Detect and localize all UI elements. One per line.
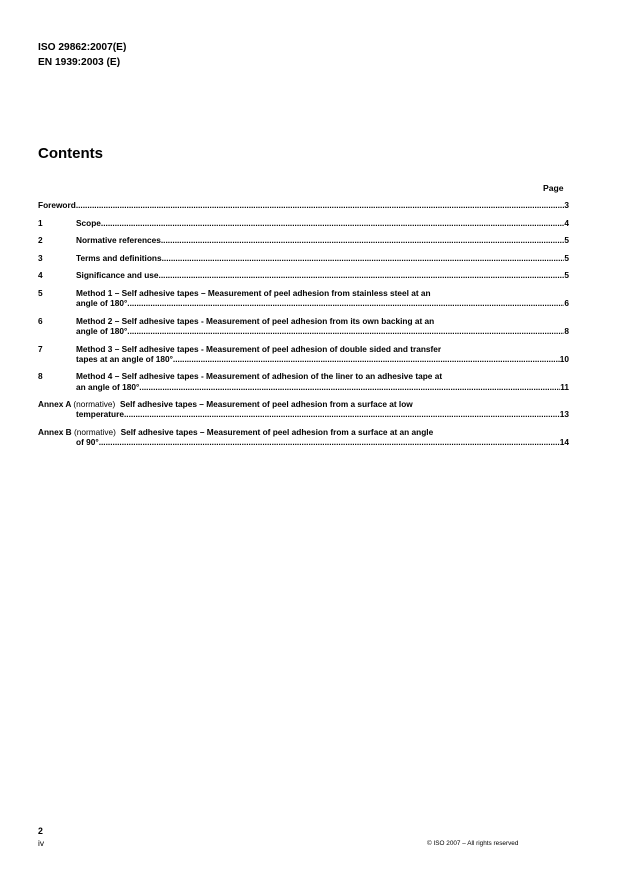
dot-leader xyxy=(159,270,565,280)
annex-kind: (normative) xyxy=(73,426,116,437)
toc-entry-title-line2: an angle of 180° xyxy=(76,381,140,392)
header-standard-iso: ISO 29862:2007(E) xyxy=(38,42,127,53)
dot-leader xyxy=(124,409,560,419)
table-of-contents xyxy=(38,200,569,455)
toc-entry-number: 2 xyxy=(38,235,43,246)
toc-entry-title: Significance and use xyxy=(76,270,159,281)
toc-entry-number: 6 xyxy=(38,315,43,326)
toc-entry-page: 11 xyxy=(560,381,569,392)
toc-entry-annex-b[interactable] xyxy=(38,427,569,447)
document-header xyxy=(38,40,126,70)
toc-entry-title-line2: angle of 180° xyxy=(76,325,128,336)
annex-kind: (normative) xyxy=(73,399,116,410)
toc-entry-page: 3 xyxy=(564,200,569,210)
toc-entry-number: 8 xyxy=(38,371,43,382)
toc-entry-number: 3 xyxy=(38,252,43,263)
toc-entry-page: 4 xyxy=(564,217,569,228)
toc-entry-page: 10 xyxy=(559,353,569,364)
dot-leader xyxy=(139,382,560,392)
toc-entry-page: 5 xyxy=(564,252,569,263)
toc-entry-title: Foreword xyxy=(38,200,76,210)
toc-entry-title-line1: Method 4 – Self adhesive tapes - Measurement of adhesion of the liner to an adhesive tape at xyxy=(76,371,443,382)
dot-leader xyxy=(161,235,565,245)
footer-roman-page: iv xyxy=(38,838,45,848)
toc-entry-number: 5 xyxy=(38,287,43,298)
toc-entry-title: Normative references xyxy=(76,235,161,246)
dot-leader xyxy=(173,354,560,364)
toc-entry-page: 6 xyxy=(564,298,569,309)
annex-title-line1: Self adhesive tapes – Measurement of peel adhesion from a surface at low xyxy=(119,399,413,410)
footer-page-number: 2 xyxy=(38,826,43,836)
toc-entry-title: Scope xyxy=(76,217,101,228)
toc-entry-page: 13 xyxy=(559,409,569,420)
annex-title-line1: Self adhesive tapes – Measurement of peel adhesion from a surface at an angle xyxy=(120,426,434,437)
dot-leader xyxy=(127,326,564,336)
toc-entry-title-line2: tapes at an angle of 180° xyxy=(76,353,173,364)
toc-entry-title-line2: angle of 180° xyxy=(76,298,128,309)
annex-label: Annex B xyxy=(38,426,72,437)
dot-leader xyxy=(127,298,564,308)
toc-entry-foreword[interactable] xyxy=(38,200,569,210)
toc-entry-method-2[interactable] xyxy=(38,316,569,336)
toc-entry-method-3[interactable] xyxy=(38,344,569,364)
toc-entry-normative-references[interactable] xyxy=(38,235,569,245)
header-standard-en: EN 1939:2003 (E) xyxy=(38,57,121,68)
toc-entry-title-line1: Method 2 – Self adhesive tapes - Measurement of peel adhesion from its own backing at an xyxy=(76,315,435,326)
annex-title-line2: of 90° xyxy=(76,437,99,448)
toc-entry-scope[interactable] xyxy=(38,218,569,228)
toc-entry-title: Terms and definitions xyxy=(76,252,162,263)
toc-entry-significance[interactable] xyxy=(38,270,569,280)
toc-entry-page: 5 xyxy=(564,235,569,246)
toc-entry-number: 7 xyxy=(38,343,43,354)
toc-entry-number: 1 xyxy=(38,217,43,228)
dot-leader xyxy=(99,437,560,447)
toc-entry-annex-a[interactable] xyxy=(38,399,569,419)
toc-entry-number: 4 xyxy=(38,270,43,281)
dot-leader xyxy=(101,218,564,228)
toc-entry-method-4[interactable] xyxy=(38,371,569,391)
toc-entry-page: 14 xyxy=(559,437,569,448)
toc-entry-title-line1: Method 1 – Self adhesive tapes – Measurement of peel adhesion from stainless steel at an xyxy=(76,287,431,298)
footer-copyright: © ISO 2007 – All rights reserved xyxy=(427,840,519,847)
dot-leader xyxy=(162,253,565,263)
toc-entry-terms-definitions[interactable] xyxy=(38,253,569,263)
annex-title-line2: temperature xyxy=(76,409,124,420)
page-column-label: Page xyxy=(543,183,564,193)
dot-leader xyxy=(76,200,565,210)
annex-label: Annex A xyxy=(38,399,72,410)
toc-entry-page: 8 xyxy=(564,325,569,336)
toc-entry-method-1[interactable] xyxy=(38,288,569,308)
toc-entry-page: 5 xyxy=(564,270,569,281)
contents-title: Contents xyxy=(38,145,103,162)
toc-entry-title-line1: Method 3 – Self adhesive tapes - Measurement of peel adhesion of double sided and transfer xyxy=(76,343,442,354)
